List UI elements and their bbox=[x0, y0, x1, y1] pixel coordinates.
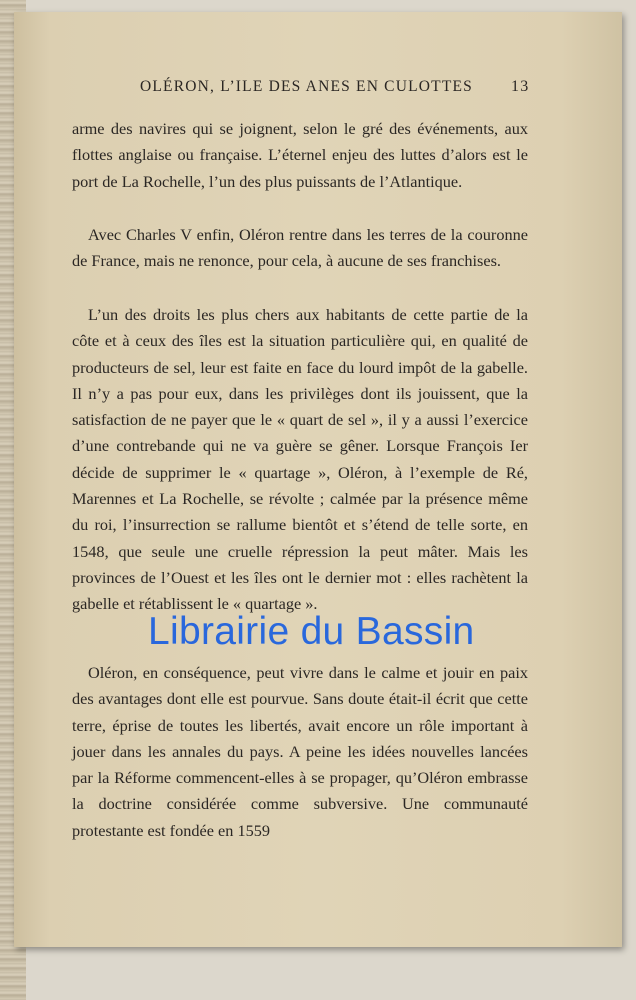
running-title: OLÉRON, L’ILE DES ANES EN CULOTTES bbox=[140, 78, 473, 95]
paragraph-text: arme des navires qui se joignent, selon le gré des événements, aux flottes anglaise ou française. L’éternel enjeu des luttes d’alors est le port de La Rochelle, l’un des plus puissants de l’Atlantique. bbox=[72, 119, 528, 191]
page-number: 13 bbox=[511, 78, 530, 95]
page-header bbox=[0, 78, 636, 102]
watermark: Librairie du Bassin bbox=[148, 610, 475, 653]
paragraph-text: Oléron, en conséquence, peut vivre dans le calme et jouir en paix des avantages dont elle est pourvue. Sans doute était-il écrit que cette terre, éprise de toutes les libertés, avait encore un rôle important à jouer dans les annales du pays. A peine les idées nouvelles lancées par la Réforme commencent-elles à se propager, qu’Oléron embrasse la doctrine considérée comme subversive. Une communauté protestante est fondée en 1559 bbox=[72, 663, 528, 840]
body-paragraph bbox=[72, 660, 528, 844]
paragraph-text: L’un des droits les plus chers aux habitants de cette partie de la côte et à ceux des îles est la situation particulière qui, en qualité de producteurs de sel, leur est faite en face du lourd impôt de la gabelle. Il n’y a pas pour eux, dans les privilèges dont ils jouissent, que la satisfaction de ne payer que le « quart de sel », il y a aussi l’exercice d’une contrebande qui ne va guère se gêner. Lorsque François Ier décide de supprimer le « quartage », Oléron, à l’exemple de Ré, Marennes et La Rochelle, se révolte ; calmée par la présence même du roi, l’insurrection se rallume bientôt et s’étend de telle sorte, en 1548, que seule une cruelle répression la peut mâter. Mais les provinces de l’Ouest et les îles ont le dernier mot : elles rachètent la gabelle et rétablissent le « quartage ». bbox=[72, 305, 528, 614]
paragraph-text: Avec Charles V enfin, Oléron rentre dans les terres de la couronne de France, mais ne renonce, pour cela, à aucune de ses franchises. bbox=[72, 225, 528, 271]
body-paragraph bbox=[72, 116, 528, 195]
body-paragraph bbox=[72, 302, 528, 618]
body-paragraph bbox=[72, 222, 528, 275]
